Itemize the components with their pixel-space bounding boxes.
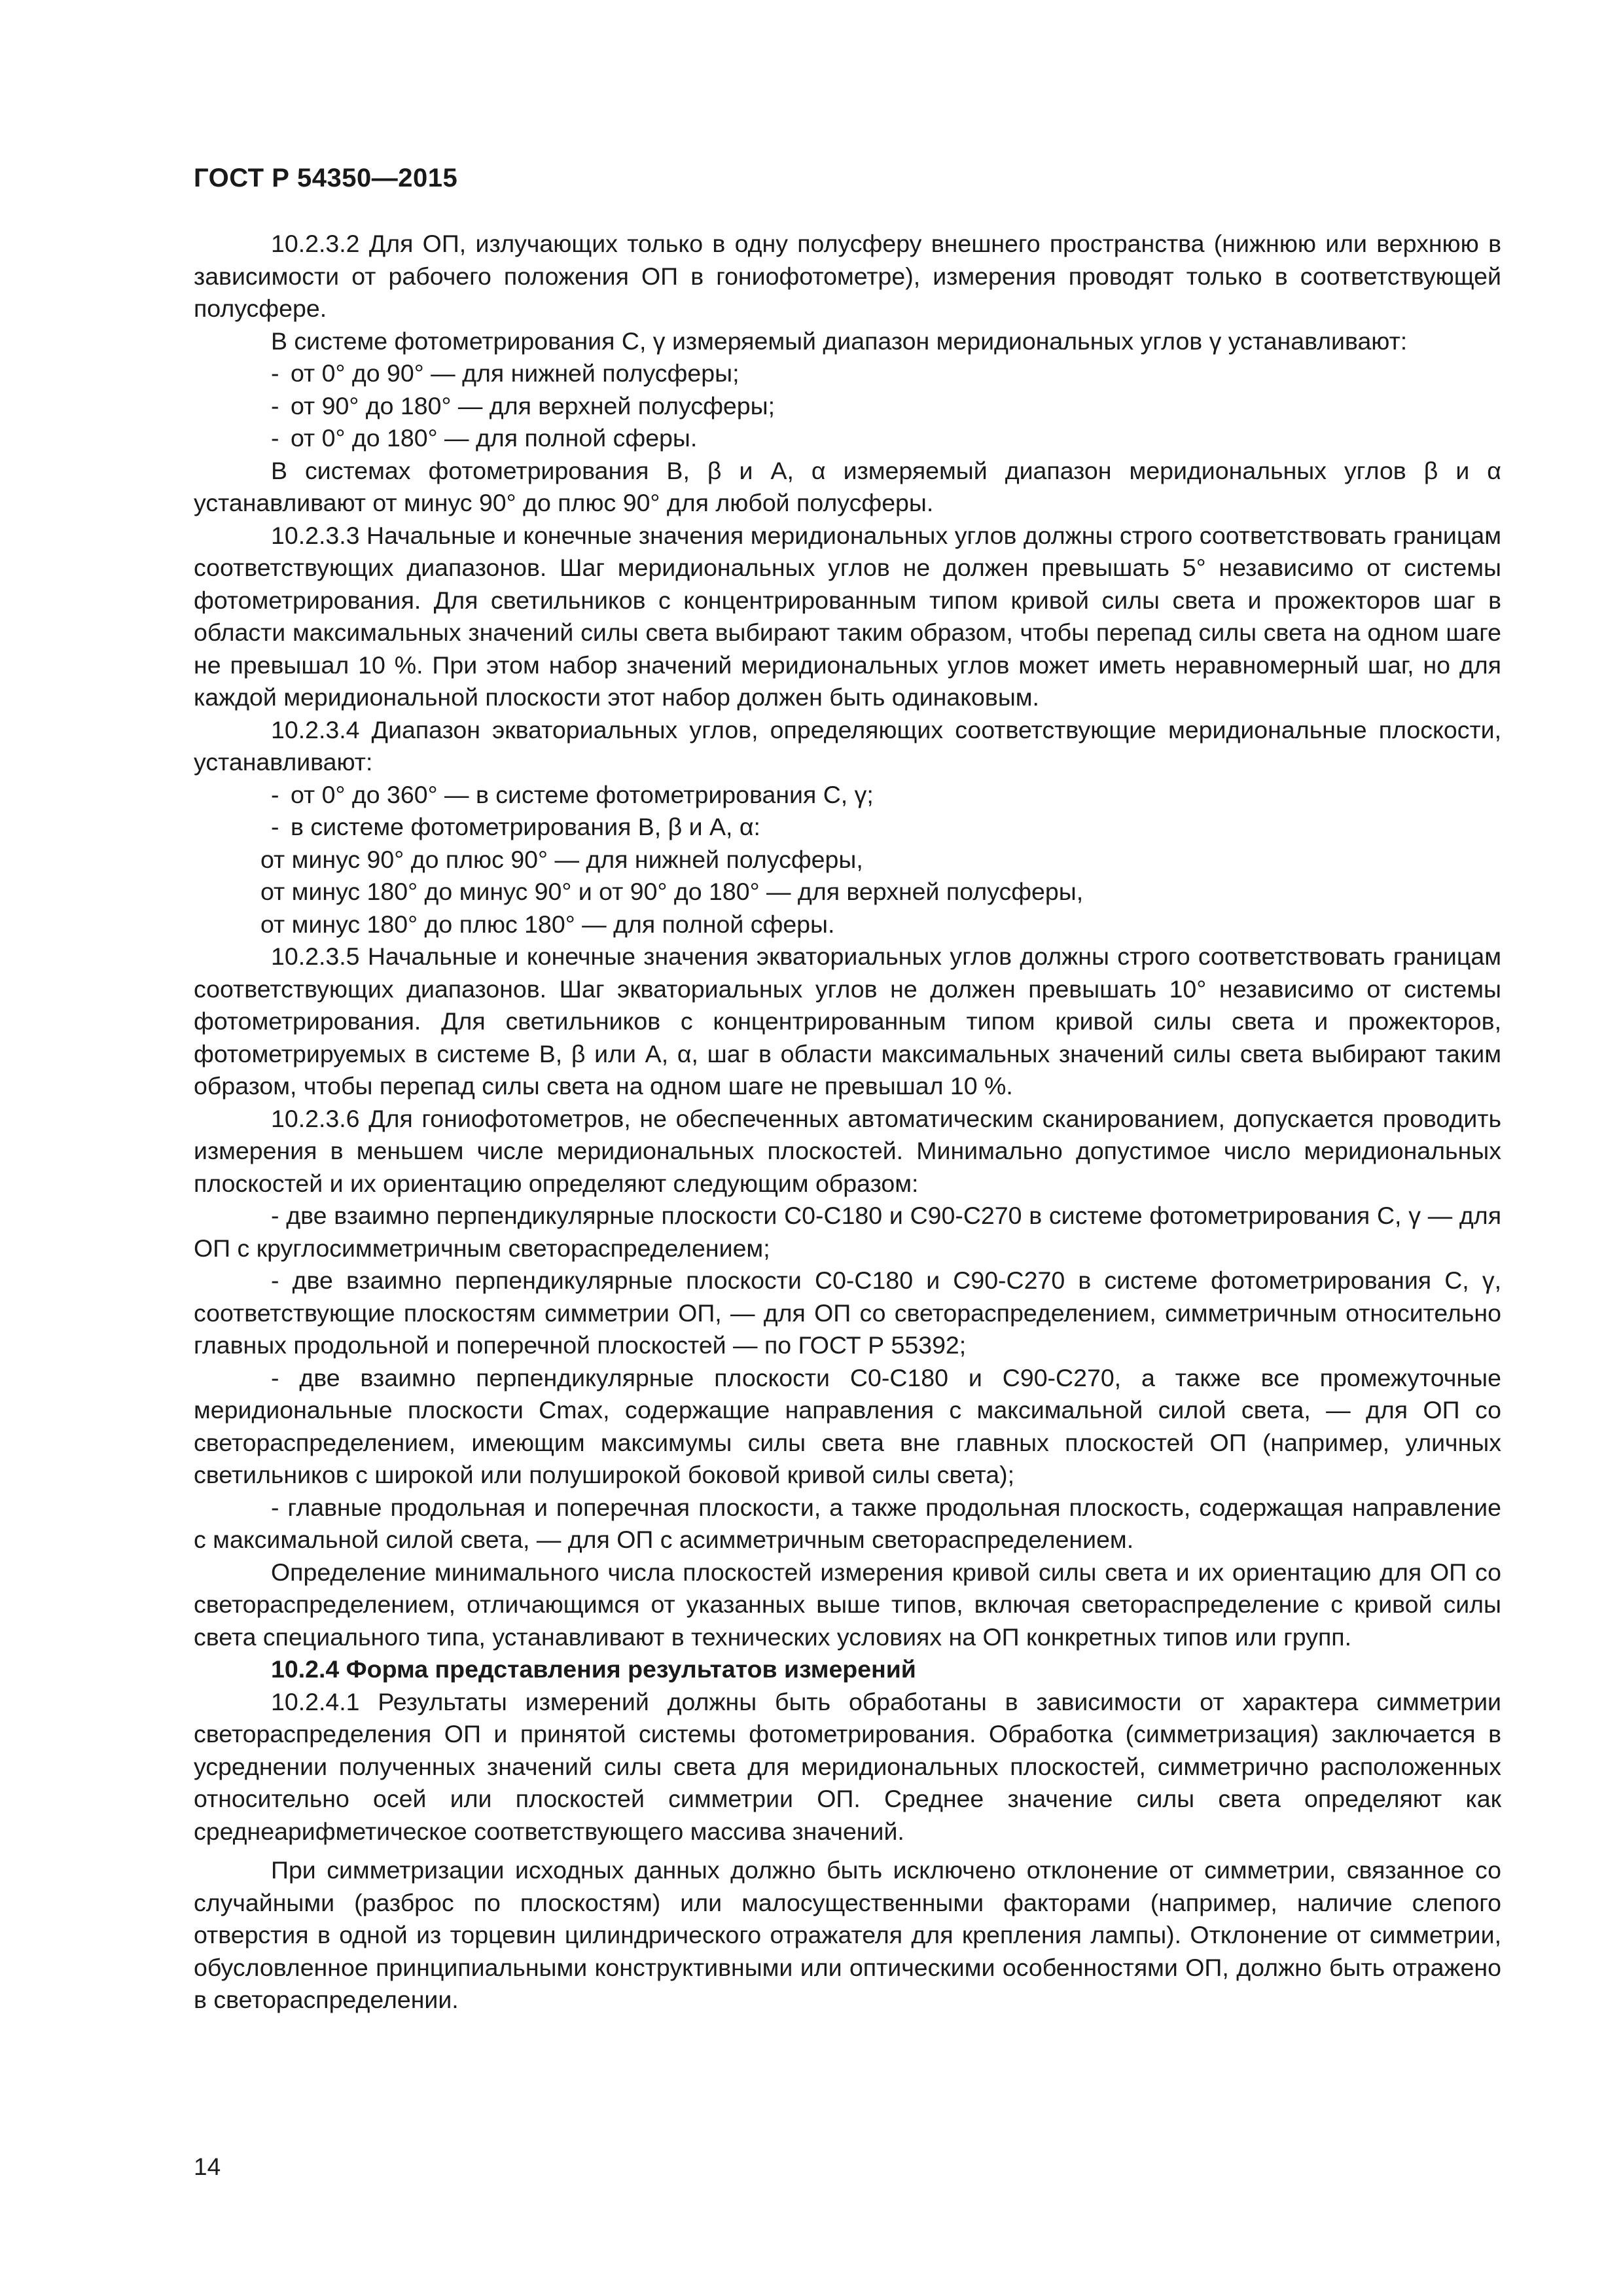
list-item-upper-hemisphere xyxy=(194,390,1501,423)
dash-marker: - xyxy=(271,424,279,452)
list-item-text: в системе фотометрирования B, β и A, α: xyxy=(291,813,760,840)
sub-item-full: от минус 180° до плюс 180° — для полной сферы. xyxy=(260,910,835,938)
list-item-full-sphere xyxy=(194,422,1501,455)
list-item-text: от 90° до 180° — для верхней полусферы; xyxy=(291,391,776,420)
page-number: 14 xyxy=(194,2153,221,2180)
dash-marker: - xyxy=(271,391,279,420)
document-body xyxy=(194,228,1501,2017)
sub-item-upper: от минус 180° до минус 90° и от 90° до 180° — для верхней полусферы, xyxy=(260,878,1084,905)
paragraph-10-2-3-3: 10.2.3.3 Начальные и конечные значения меридиональных углов должны строго соответствовать границам соответствующих диапазонов. Шаг меридиональных углов не должен превышать 5° независимо от системы фотометрирования. Для светильников с концентрированным типом кривой силы света и прожекторов шаг в области максимальных значений силы света выбирают таким образом, чтобы перепад силы света на одном шаге не превышал 10 %. При этом набор значений меридиональных углов может иметь неравномерный шаг, но для каждой меридиональной плоскости этот набор должен быть одинаковым. xyxy=(194,521,1501,711)
paragraph-minimum-planes: Определение минимального числа плоскостей измерения кривой силы света и их ориентацию для ОП со светораспределением, отличающимся от указанных выше типов, включая светораспределение с кривой силы света специального типа, устанавливают в технических условиях на ОП конкретных типов или групп. xyxy=(194,1558,1501,1651)
list-item-text: от 0° до 180° — для полной сферы. xyxy=(291,424,698,452)
list-item-round-symmetric: - две взаимно перпендикулярные плоскости C0-C180 и C90-C270 в системе фотометрирования C, γ — для ОП с круглосимметричным светораспределением; xyxy=(194,1202,1501,1262)
paragraph-10-2-3-2: 10.2.3.2 Для ОП, излучающих только в одну полусферу внешнего пространства (нижнюю или верхнюю в зависимости от рабочего положения ОП в гониофотометре), измерения проводят только в соответствующей полусфере. xyxy=(194,230,1501,322)
dash-marker: - xyxy=(271,813,279,840)
list-item-symmetric-planes: - две взаимно перпендикулярные плоскости C0-C180 и C90-C270 в системе фотометрирования C, γ, соответствующие плоскостям симметрии ОП, — для ОП со светораспределением, симметричным относительно главных продольной и поперечной плоскостей — по ГОСТ Р 55392; xyxy=(194,1266,1501,1359)
paragraph-10-2-4-1: 10.2.4.1 Результаты измерений должны быть обработаны в зависимости от характера симметрии светораспределения ОП и принятой системы фотометрирования. Обработка (симметризация) заключается в усреднении полученных значений силы света для меридиональных плоскостей, симметрично расположенных относительно осей или плоскостей симметрии ОП. Среднее значение силы света определяют как среднеарифметическое соответствующего массива значений. xyxy=(194,1687,1501,1845)
paragraph-symmetrization: При симметризации исходных данных должно быть исключено отклонение от симметрии, связанное со случайными (разброс по плоскостям) или малосущественными факторами (например, наличие слепого отверстия в одной из торцевин цилиндрического отражателя для крепления лампы). Отклонение от симметрии, обусловленное принципиальными конструктивными или оптическими особенностями ОП, должно быть отражено в светораспределении. xyxy=(194,1856,1501,2013)
paragraph-system-c-gamma: В системе фотометрирования C, γ измеряемый диапазон меридиональных углов γ устанавливают: xyxy=(271,327,1408,355)
page-header-standard-number: ГОСТ Р 54350—2015 xyxy=(194,164,458,192)
list-item-range-c-gamma xyxy=(194,779,1501,812)
dash-marker: - xyxy=(271,780,279,808)
list-item-range-b-a xyxy=(194,811,1501,844)
list-item-text: от 0° до 90° — для нижней полусферы; xyxy=(291,359,740,387)
section-heading-10-2-4: 10.2.4 Форма представления результатов измерений xyxy=(271,1655,916,1683)
paragraph-systems-b-a: В системах фотометрирования B, β и A, α измеряемый диапазон меридиональных углов β и α устанавливают от минус 90° до плюс 90° для любой полусферы. xyxy=(194,456,1501,516)
list-item-lower-hemisphere xyxy=(194,357,1501,390)
sub-item-lower: от минус 90° до плюс 90° — для нижней полусферы, xyxy=(260,845,863,873)
paragraph-10-2-3-6: 10.2.3.6 Для гониофотометров, не обеспеченных автоматическим сканированием, допускается проводить измерения в меньшем числе меридиональных плоскостей. Минимально допустимое число меридиональных плоскостей и их ориентацию определяют следующим образом: xyxy=(194,1104,1501,1197)
dash-marker: - xyxy=(271,359,279,387)
list-item-asymmetric: - главные продольная и поперечная плоскости, а также продольная плоскость, содержащая направление с максимальной силой света, — для ОП с асимметричным светораспределением. xyxy=(194,1493,1501,1553)
paragraph-10-2-3-5: 10.2.3.5 Начальные и конечные значения экваториальных углов должны строго соответствовать границам соответствующих диапазонов. Шаг экваториальных углов не должен превышать 10° независимо от системы фотометрирования. Для светильников с концентрированным типом кривой силы света и прожекторов, фотометрируемых в системе B, β или A, α, шаг в области максимальных значений силы света выбирают таким образом, чтобы перепад силы света на одном шаге не превышал 10 %. xyxy=(194,942,1501,1100)
list-item-cmax-planes: - две взаимно перпендикулярные плоскости C0-C180 и C90-C270, а также все промежуточные меридиональные плоскости Cmax, содержащие направления с максимальной силой света, — для ОП со светораспределением, имеющим максимумы силы света вне главных плоскостей ОП (например, уличных светильников с широкой или полуширокой боковой кривой силы света); xyxy=(194,1363,1501,1488)
paragraph-10-2-3-4: 10.2.3.4 Диапазон экваториальных углов, определяющих соответствующие меридиональные плоскости, устанавливают: xyxy=(194,715,1501,776)
list-item-text: от 0° до 360° — в системе фотометрирования C, γ; xyxy=(291,780,874,808)
